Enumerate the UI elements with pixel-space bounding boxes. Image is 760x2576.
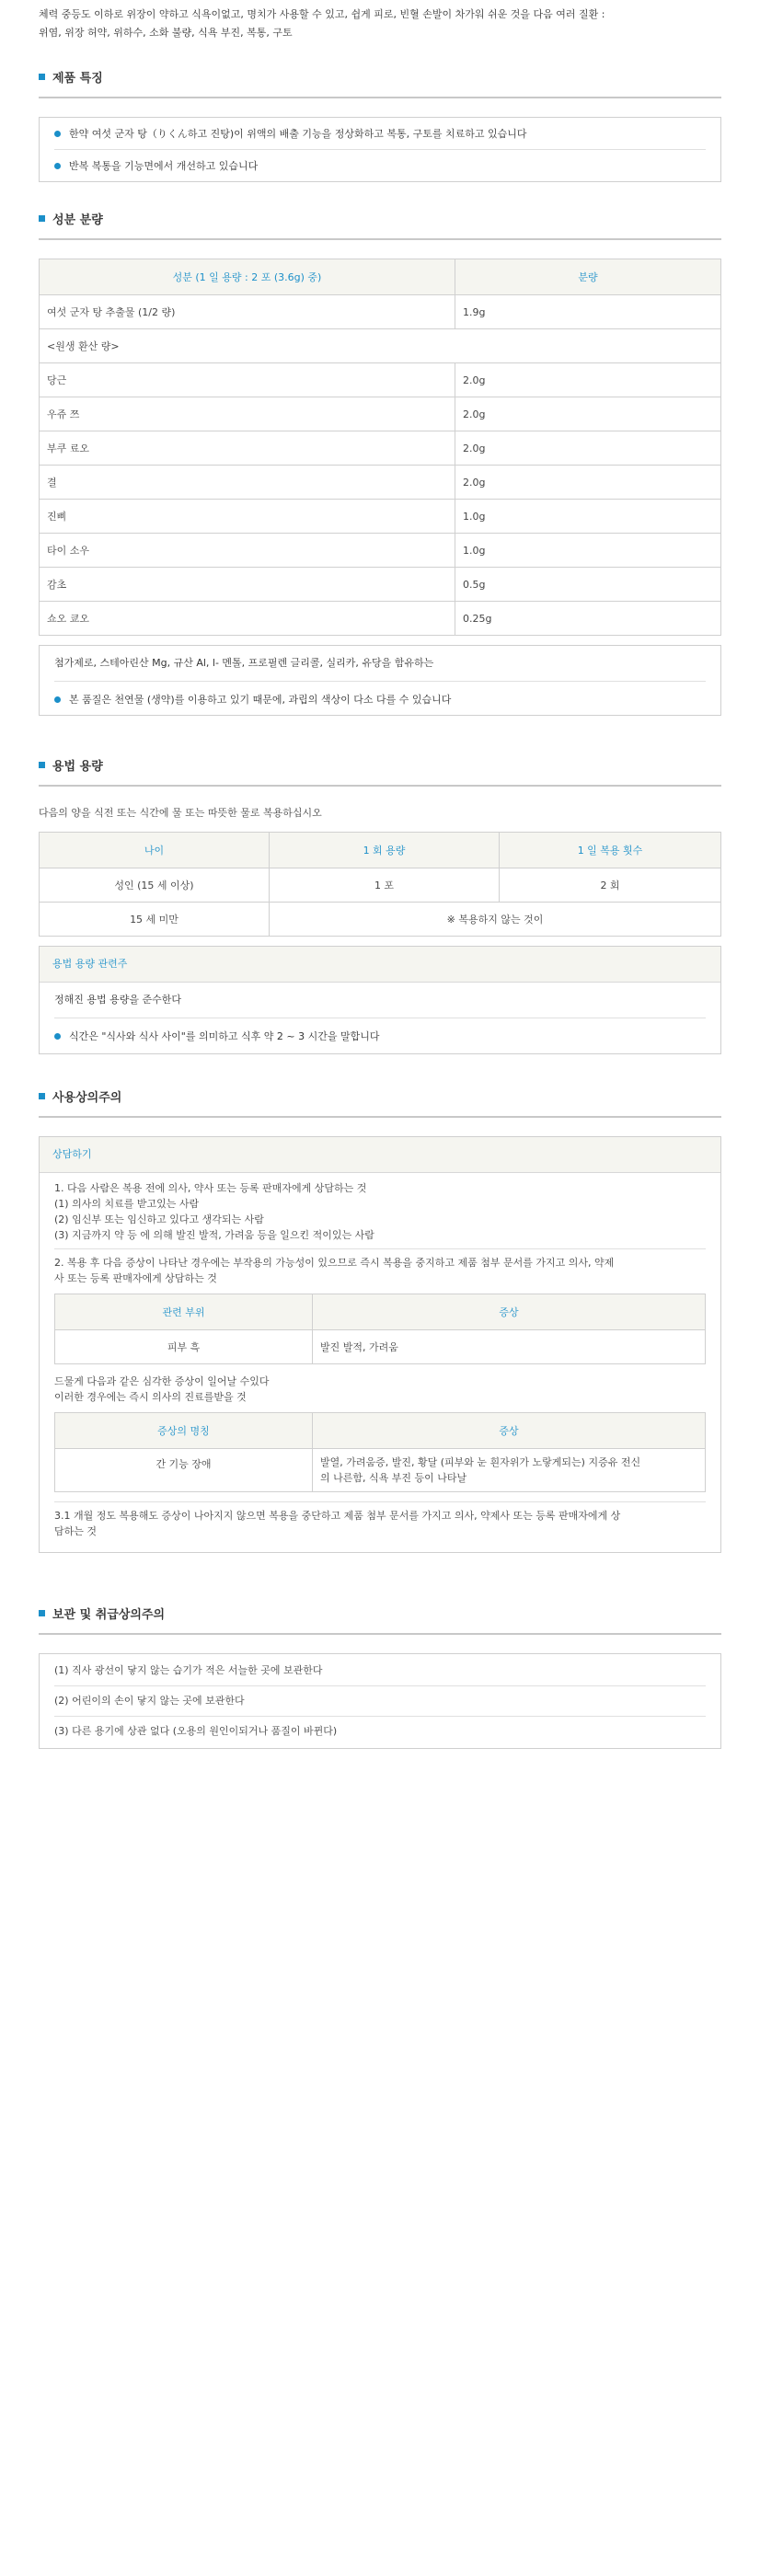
age-cell: 성인 (15 세 이상) xyxy=(40,868,270,903)
symptom-detail-line1: 발열, 가려움증, 발진, 황달 (피부와 눈 흰자위가 노랗게되는) 지증유 전신 xyxy=(320,1456,641,1468)
feature-text: 한약 여섯 군자 탕（りくん하고 진탕)이 위액의 배출 기능을 정상화하고 복통, 구토를 치료하고 있습니다 xyxy=(69,128,527,140)
dosage-related-item xyxy=(54,1024,706,1048)
ingredient-name: <원생 환산 량> xyxy=(40,329,721,363)
table-row xyxy=(40,500,721,534)
note-text: 본 품질은 천연물 (생약)를 이용하고 있기 때문에, 과립의 색상이 다소 다를 수 있습니다 xyxy=(69,694,452,706)
ingredient-amount: 0.5g xyxy=(455,568,721,602)
consult-title: 상담하기 xyxy=(40,1137,720,1173)
bullet-dot-icon xyxy=(54,696,61,703)
storage-section xyxy=(39,1604,721,1749)
symptom-detail-line2: 의 나른함, 식욕 부진 등이 나타날 xyxy=(320,1472,467,1484)
features-section xyxy=(39,68,721,182)
intro-line-1: 체력 중등도 이하로 위장이 약하고 식욕이없고, 명치가 사용할 수 있고, 쉽게 피로, 빈혈 손발이 차가워 쉬운 것을 다음 여러 질환 : xyxy=(39,8,605,20)
consult-item-3-line1: 3.1 개월 정도 복용해도 증상이 나아지지 않으면 복용을 중단하고 제품 첨부 문서를 가지고 의사, 약제사 또는 등록 판매자에게 상 xyxy=(54,1510,621,1522)
col-symptom-header: 증상 xyxy=(313,1413,706,1449)
table-row xyxy=(55,1449,706,1492)
section-marker-icon xyxy=(39,74,45,80)
ingredient-amount: 2.0g xyxy=(455,431,721,466)
table-header-row xyxy=(55,1413,706,1449)
additives-box xyxy=(39,645,721,716)
precautions-header xyxy=(39,1087,721,1118)
section-marker-icon xyxy=(39,1610,45,1616)
col-amount-header: 분량 xyxy=(455,259,721,295)
ingredient-name: 부쿠 료오 xyxy=(40,431,455,466)
ingredient-amount: 0.25g xyxy=(455,602,721,636)
table-row xyxy=(55,1330,706,1364)
ingredient-amount: 1.9g xyxy=(455,295,721,329)
col-ingredient-header: 성분 (1 일 용량 : 2 포 (3.6g) 중) xyxy=(40,259,455,295)
consult-box xyxy=(39,1136,721,1553)
col-symptom-header: 증상 xyxy=(313,1294,706,1330)
consult-item-1c: (3) 지금까지 약 등 에 의해 발진 발적, 가려움 등을 일으킨 적이있는 사람 xyxy=(54,1229,374,1241)
ingredient-amount: 1.0g xyxy=(455,500,721,534)
symptom-detail-cell xyxy=(313,1449,706,1492)
precautions-section xyxy=(39,1087,721,1553)
table-row xyxy=(40,868,721,903)
ingredient-amount: 2.0g xyxy=(455,397,721,431)
feature-item xyxy=(54,118,706,149)
ingredients-header xyxy=(39,210,721,240)
intro-text xyxy=(39,0,721,42)
ingredient-name: 당근 xyxy=(40,363,455,397)
ingredient-amount: 2.0g xyxy=(455,363,721,397)
dosage-related-line: 정해진 용법 용량을 준수한다 xyxy=(54,994,182,1006)
times-cell: 2 회 xyxy=(500,868,721,903)
ingredient-name: 쇼오 쿄오 xyxy=(40,602,455,636)
symptom-name-cell: 간 기능 장애 xyxy=(55,1449,313,1492)
consult-item-2-line2: 사 또는 등록 판매자에게 상담하는 것 xyxy=(54,1272,217,1284)
table-row xyxy=(40,431,721,466)
table-header-row xyxy=(40,259,721,295)
ingredient-name: 감초 xyxy=(40,568,455,602)
section-marker-icon xyxy=(39,762,45,768)
table-row xyxy=(40,329,721,363)
section-marker-icon xyxy=(39,215,45,222)
section-marker-icon xyxy=(39,1093,45,1099)
ingredients-table xyxy=(39,259,721,636)
table-row xyxy=(40,466,721,500)
additives-text: 첨가제로, 스테아린산 Mg, 규산 Al, l- 멘톨, 프로필렌 글리콜, 실리카, 유당을 함유하는 xyxy=(54,657,434,669)
dosage-related-title: 용법 용량 관련주 xyxy=(40,947,720,983)
table-row xyxy=(40,903,721,937)
bullet-dot-icon xyxy=(54,1033,61,1040)
ingredients-title: 성분 분량 xyxy=(52,213,103,227)
storage-box xyxy=(39,1653,721,1749)
age-cell: 15 세 미만 xyxy=(40,903,270,937)
feature-text: 반복 복통을 기능면에서 개선하고 있습니다 xyxy=(69,160,259,172)
consult-body xyxy=(40,1173,720,1552)
dosage-related-text: 식간은 "식사와 식사 사이"를 의미하고 식후 약 2 ~ 3 시간을 말합니다 xyxy=(69,1030,380,1042)
table-header-row xyxy=(40,833,721,868)
divider xyxy=(54,1501,706,1502)
col-age-header: 나이 xyxy=(40,833,270,868)
ingredient-name: 진삐 xyxy=(40,500,455,534)
serious-note-line2: 이러한 경우에는 즉시 의사의 진료를받을 것 xyxy=(54,1391,247,1403)
col-name-header: 증상의 명칭 xyxy=(55,1413,313,1449)
divider xyxy=(54,681,706,682)
ingredients-section xyxy=(39,210,721,716)
consult-item-2-line1: 2. 복용 후 다음 증상이 나타난 경우에는 부작용의 가능성이 있으므로 즉시 복용을 중지하고 제품 첨부 문서를 가지고 의사, 약제 xyxy=(54,1257,615,1269)
dosage-related-body xyxy=(40,983,720,1053)
ingredient-name: 우쥬 쯔 xyxy=(40,397,455,431)
side-effect-table xyxy=(54,1294,706,1364)
divider xyxy=(54,1248,706,1249)
col-times-header: 1 일 복용 횟수 xyxy=(500,833,721,868)
table-row xyxy=(40,397,721,431)
storage-item: (3) 다른 용기에 상관 없다 (오용의 원인이되거나 품질이 바뀐다) xyxy=(54,1716,706,1746)
ingredient-name: 결 xyxy=(40,466,455,500)
dosage-related-box xyxy=(39,946,721,1054)
storage-header xyxy=(39,1604,721,1635)
table-row xyxy=(40,295,721,329)
part-cell: 피부 흑 xyxy=(55,1330,313,1364)
not-allowed-cell: ※ 복용하지 않는 것이 xyxy=(270,903,721,937)
feature-item xyxy=(54,149,706,181)
storage-item: (1) 직사 광선이 닿지 않는 습기가 적은 서늘한 곳에 보관한다 xyxy=(54,1664,323,1676)
dosage-section xyxy=(39,756,721,1054)
table-header-row xyxy=(55,1294,706,1330)
ingredient-amount: 1.0g xyxy=(455,534,721,568)
col-part-header: 관련 부위 xyxy=(55,1294,313,1330)
bullet-dot-icon xyxy=(54,163,61,169)
storage-title: 보관 및 취급상의주의 xyxy=(52,1608,166,1622)
ingredient-amount: 2.0g xyxy=(455,466,721,500)
symptom-cell: 발진 발적, 가려움 xyxy=(313,1330,706,1364)
table-row xyxy=(40,363,721,397)
dosage-title: 용법 용량 xyxy=(52,760,103,774)
dose-cell: 1 포 xyxy=(270,868,500,903)
features-title: 제품 특징 xyxy=(52,72,103,86)
table-row xyxy=(40,568,721,602)
consult-item-3-line2: 담하는 것 xyxy=(54,1525,98,1537)
serious-note-line1: 드물게 다음과 같은 심각한 증상이 일어날 수있다 xyxy=(54,1375,270,1387)
table-row xyxy=(40,602,721,636)
dosage-table xyxy=(39,832,721,937)
ingredient-name: 타이 소우 xyxy=(40,534,455,568)
ingredient-name: 여섯 군자 탕 추출물 (1/2 량) xyxy=(40,295,455,329)
dosage-intro: 다음의 양을 식전 또는 식간에 물 또는 따뜻한 물로 복용하십시오 xyxy=(39,807,322,819)
dosage-header xyxy=(39,756,721,787)
features-box xyxy=(39,117,721,182)
intro-line-2: 위염, 위장 허약, 위하수, 소화 불량, 식욕 부진, 복통, 구토 xyxy=(39,27,293,39)
features-header xyxy=(39,68,721,98)
serious-symptom-table xyxy=(54,1412,706,1492)
storage-item: (2) 어린이의 손이 닿지 않는 곳에 보관한다 xyxy=(54,1685,706,1716)
note-item xyxy=(54,687,706,711)
consult-item-1b: (2) 임신부 또는 임신하고 있다고 생각되는 사람 xyxy=(54,1213,264,1225)
bullet-dot-icon xyxy=(54,131,61,137)
col-dose-header: 1 회 용량 xyxy=(270,833,500,868)
consult-item-1a: (1) 의사의 치료를 받고있는 사람 xyxy=(54,1198,200,1210)
table-row xyxy=(40,534,721,568)
precautions-title: 사용상의주의 xyxy=(52,1091,122,1105)
consult-item-1: 1. 다음 사람은 복용 전에 의사, 약사 또는 등록 판매자에게 상담하는 것 xyxy=(54,1182,367,1194)
